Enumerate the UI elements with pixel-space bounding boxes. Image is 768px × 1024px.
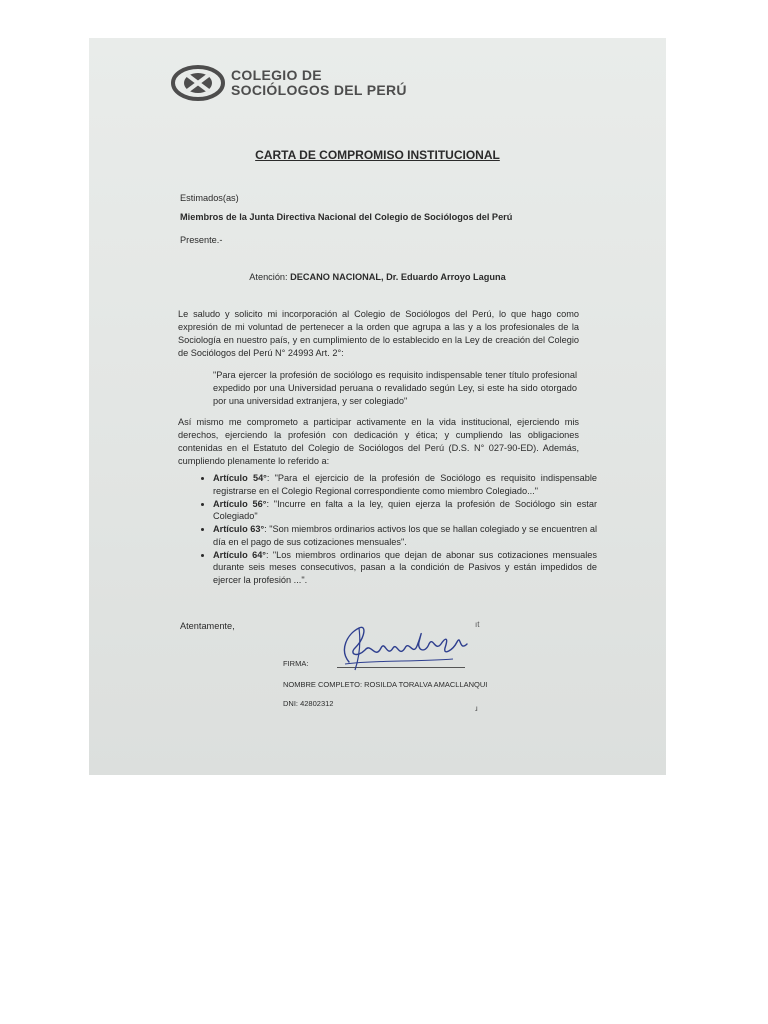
- articles-list: [195, 472, 597, 587]
- scanned-letter: [89, 38, 666, 775]
- letter-title: CARTA DE COMPROMISO INSTITUCIONAL: [255, 148, 500, 162]
- article-text: : "Los miembros ordinarios que dejan de abonar sus cotizaciones mensuales durante seis meses consecutivos, pasan a la condición de Pasivos y están impedidos de ejercer la profesión ...".: [213, 549, 597, 585]
- attention-line: [89, 271, 666, 284]
- organization-line1: COLEGIO DE: [231, 67, 322, 83]
- list-item: [213, 472, 597, 497]
- full-name: NOMBRE COMPLETO: ROSILDA TORALVA AMACLLANQUI: [283, 680, 488, 689]
- organization-line2: SOCIÓLOGOS DEL PERÚ: [231, 82, 407, 98]
- article-text: : "Para el ejercicio de la profesión de Sociólogo es requisito indispensable registrarse en el Colegio Regional correspondiente como miembro Colegiado...": [213, 473, 597, 496]
- addressee: Miembros de la Junta Directiva Nacional del Colegio de Sociólogos del Perú: [180, 212, 513, 222]
- article-label: Artículo 54°: [213, 473, 267, 483]
- article-text: : "Incurre en falta a la ley, quien ejerza la profesión de Sociólogo sin estar Colegiado": [213, 498, 598, 521]
- stray-mark: ɹ: [475, 704, 478, 713]
- attention-value: DECANO NACIONAL, Dr. Eduardo Arroyo Laguna: [290, 272, 506, 282]
- list-item: [213, 523, 597, 548]
- paragraph-1: Le saludo y solicito mi incorporación al Colegio de Sociólogos del Perú, lo que hago como expresión de mi voluntad de pertenecer a la orden que agrupa a las y a los profesionales de la Sociología en nuestro país, y en cumplimiento de lo establecido en la Ley de creación del Colegio de Sociólogos del Perú N° 24993 Art. 2°:: [178, 309, 579, 358]
- article-text: : "Son miembros ordinarios activos los que se hallan colegiado y se encuentren al día en el pago de sus cotizaciones mensuales".: [213, 524, 597, 547]
- colegio-logo: [171, 64, 225, 102]
- organization-name: [231, 68, 407, 98]
- handwritten-signature: [335, 614, 475, 674]
- paragraph-2: Así mismo me comprometo a participar activamente en la vida institucional, ejerciendo mis derechos, ejerciendo la profesión con dedicación y ética; y cumpliendo las obligaciones contenidas en el Estatuto del Colegio de Sociólogos del Perú (D.S. N° 027-90-ED). Además, cumpliendo plenamente lo referido a:: [178, 417, 579, 466]
- article-label: Artículo 63°: [213, 524, 265, 534]
- salutation: Estimados(as): [180, 193, 239, 203]
- list-item: [213, 498, 597, 523]
- presente: Presente.-: [180, 235, 223, 245]
- closing: Atentamente,: [180, 621, 235, 631]
- dni-number: DNI: 42802312: [283, 699, 334, 708]
- stray-mark: ıt: [475, 620, 480, 629]
- article-label: Artículo 64°: [213, 549, 266, 560]
- list-item: [213, 549, 597, 587]
- attention-label: Atención:: [249, 272, 291, 282]
- article-label: Artículo 56°: [213, 498, 267, 509]
- law-quote: "Para ejercer la profesión de sociólogo es requisito indispensable tener título profesional expedido por una Universidad peruana o revalidado según Ley, si este ha sido otorgado por una universidad extranjera, y ser colegiado": [213, 370, 577, 406]
- signature-label: FIRMA:: [283, 659, 309, 668]
